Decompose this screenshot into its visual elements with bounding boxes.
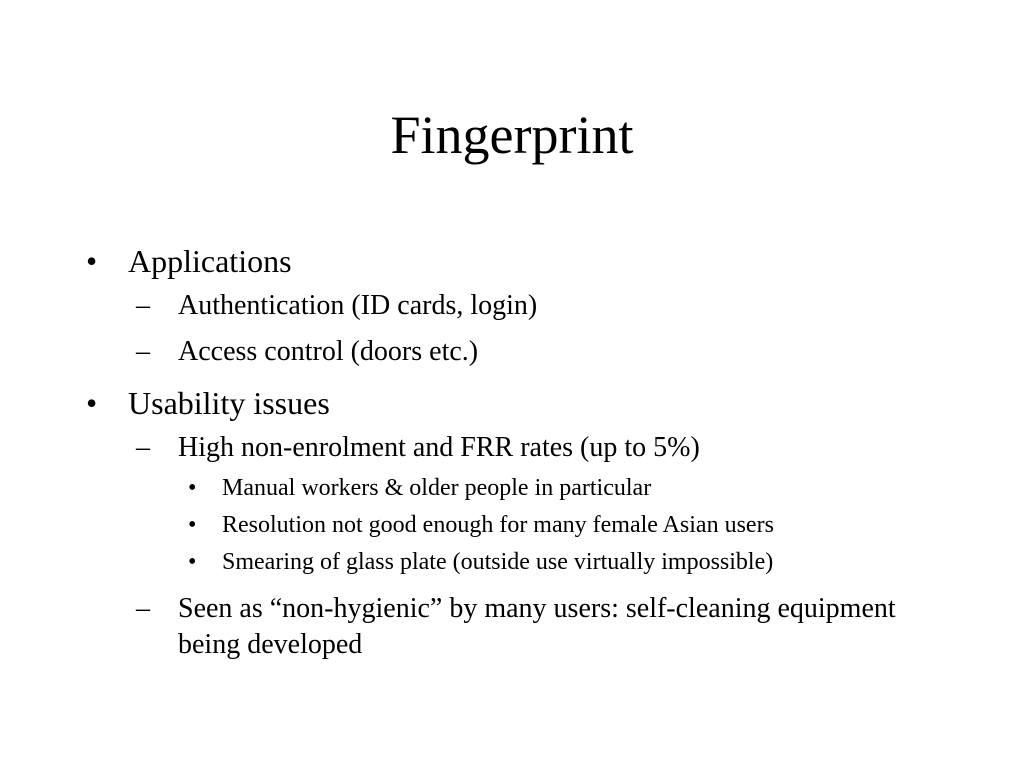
bullet-marker: •	[188, 512, 197, 538]
sub-sub-bullet-smearing	[84, 547, 964, 577]
sub-sub-bullet-resolution	[84, 510, 964, 540]
sub-bullet-authentication	[84, 288, 964, 324]
bullet-applications	[84, 240, 964, 282]
bullet-text: Applications	[128, 243, 292, 279]
slide-title: Fingerprint	[390, 105, 634, 165]
dash-marker: –	[136, 593, 150, 624]
bullet-marker: •	[188, 549, 197, 575]
sub-sub-bullet-text: Manual workers & older people in particular	[222, 475, 652, 501]
sub-sub-bullet-text: Smearing of glass plate (outside use virtually impossible)	[222, 549, 774, 575]
dash-marker: –	[136, 290, 150, 321]
sub-bullet-text: High non-enrolment and FRR rates (up to 5%)	[178, 432, 700, 463]
bullet-usability-issues	[84, 382, 964, 424]
bullet-text: Usability issues	[128, 385, 330, 421]
sub-sub-bullet-manual-workers	[84, 473, 964, 503]
sub-bullet-non-enrolment	[84, 430, 964, 466]
bullet-marker: •	[188, 475, 197, 501]
dash-marker: –	[136, 432, 150, 463]
sub-sub-bullet-text: Resolution not good enough for many female Asian users	[222, 512, 774, 538]
bullet-marker: •	[86, 243, 98, 279]
sub-bullet-access-control	[84, 334, 964, 370]
sub-bullet-text: Seen as “non-hygienic” by many users: self-cleaning equipment being developed	[178, 593, 896, 660]
bullet-marker: •	[86, 385, 98, 421]
sub-bullet-text: Access control (doors etc.)	[178, 336, 479, 367]
slide-body	[84, 236, 964, 663]
dash-marker: –	[136, 336, 150, 367]
sub-bullet-text: Authentication (ID cards, login)	[178, 290, 538, 321]
sub-bullet-non-hygienic	[84, 591, 964, 663]
